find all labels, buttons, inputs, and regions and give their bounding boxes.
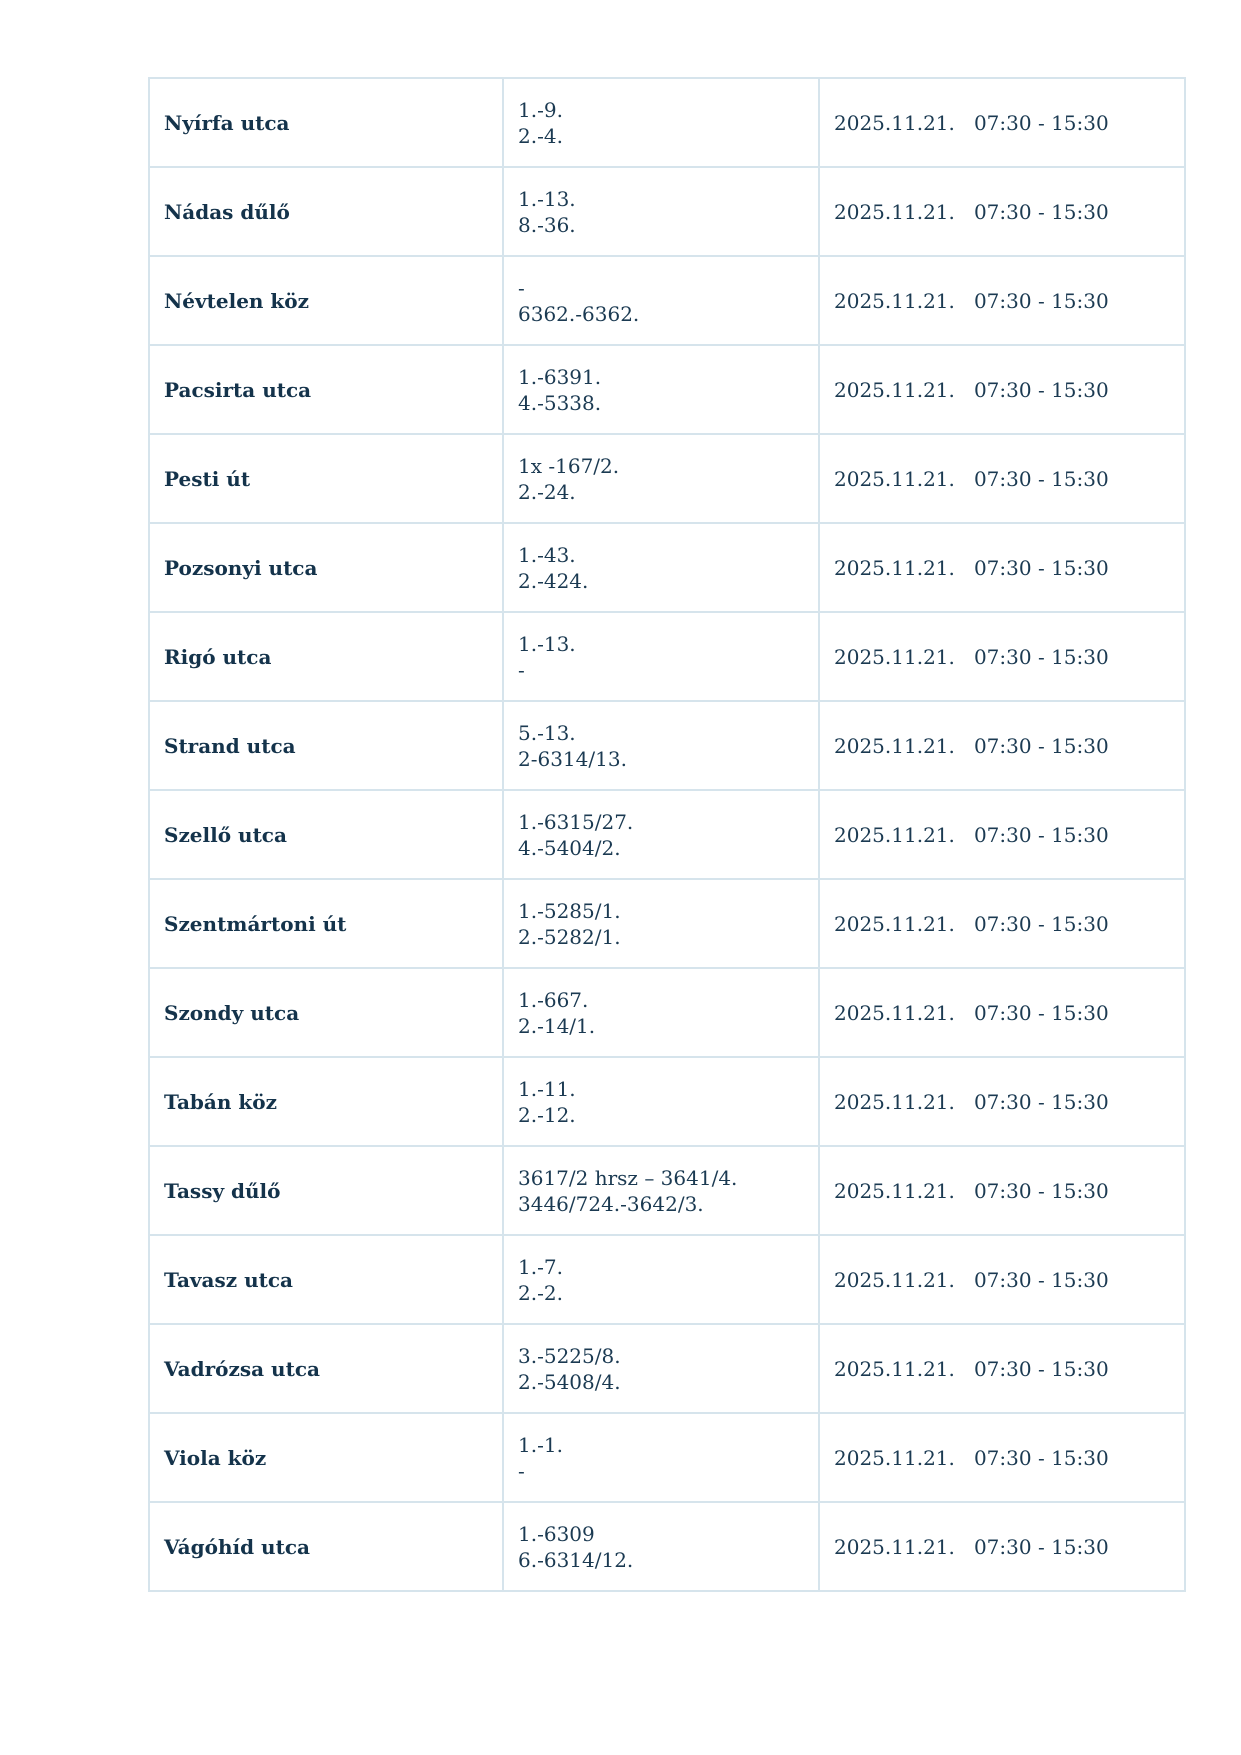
table-row [149, 78, 1185, 167]
table-row [149, 968, 1185, 1057]
outage-date: 2025.11.21. [834, 466, 955, 491]
odd-number-range: 1.-7. [518, 1254, 563, 1279]
outage-hours: 07:30 - 15:30 [973, 1267, 1109, 1292]
table-row [149, 1057, 1185, 1146]
even-number-range: - [518, 1458, 525, 1483]
outage-date: 2025.11.21. [834, 110, 955, 135]
odd-number-range: 1.-9. [518, 97, 563, 122]
outage-hours: 07:30 - 15:30 [973, 1089, 1109, 1114]
table-row [149, 1324, 1185, 1413]
schedule-rows [149, 78, 1185, 1591]
table-row [149, 1413, 1185, 1502]
even-number-range: 6.-6314/12. [518, 1547, 634, 1572]
house-number-range [503, 523, 819, 612]
street-name: Pozsonyi utca [149, 523, 503, 612]
house-number-range [503, 701, 819, 790]
outage-hours: 07:30 - 15:30 [973, 555, 1109, 580]
table-row [149, 1502, 1185, 1591]
house-number-range [503, 1146, 819, 1235]
table-row [149, 167, 1185, 256]
street-name: Pesti út [149, 434, 503, 523]
house-number-range [503, 167, 819, 256]
odd-number-range: 5.-13. [518, 720, 576, 745]
outage-date: 2025.11.21. [834, 1089, 955, 1114]
outage-date: 2025.11.21. [834, 1178, 955, 1203]
odd-number-range: 3617/2 hrsz – 3641/4. [518, 1165, 738, 1190]
outage-date: 2025.11.21. [834, 1356, 955, 1381]
house-number-range [503, 1413, 819, 1502]
outage-time [819, 612, 1185, 701]
outage-time [819, 78, 1185, 167]
odd-number-range: - [518, 275, 525, 300]
outage-hours: 07:30 - 15:30 [973, 466, 1109, 491]
house-number-range [503, 256, 819, 345]
street-name: Strand utca [149, 701, 503, 790]
even-number-range: 2.-424. [518, 568, 589, 593]
outage-time [819, 345, 1185, 434]
outage-date: 2025.11.21. [834, 199, 955, 224]
outage-hours: 07:30 - 15:30 [973, 644, 1109, 669]
outage-time [819, 1235, 1185, 1324]
table-row [149, 1146, 1185, 1235]
even-number-range: 2.-24. [518, 479, 576, 504]
odd-number-range: 1.-13. [518, 631, 576, 656]
house-number-range [503, 1324, 819, 1413]
odd-number-range: 1.-43. [518, 542, 576, 567]
outage-time [819, 167, 1185, 256]
table-row [149, 612, 1185, 701]
odd-number-range: 1.-5285/1. [518, 898, 621, 923]
house-number-range [503, 78, 819, 167]
outage-date: 2025.11.21. [834, 1000, 955, 1025]
outage-time [819, 1057, 1185, 1146]
even-number-range: 2.-14/1. [518, 1013, 596, 1038]
house-number-range [503, 968, 819, 1057]
outage-date: 2025.11.21. [834, 288, 955, 313]
street-name: Viola köz [149, 1413, 503, 1502]
table-row [149, 701, 1185, 790]
even-number-range: 2.-2. [518, 1280, 563, 1305]
outage-date: 2025.11.21. [834, 555, 955, 580]
house-number-range [503, 1057, 819, 1146]
outage-date: 2025.11.21. [834, 1267, 955, 1292]
even-number-range: 6362.-6362. [518, 301, 640, 326]
outage-hours: 07:30 - 15:30 [973, 911, 1109, 936]
table-row [149, 790, 1185, 879]
street-name: Nyírfa utca [149, 78, 503, 167]
odd-number-range: 1.-11. [518, 1076, 576, 1101]
street-name: Vadrózsa utca [149, 1324, 503, 1413]
street-name: Tabán köz [149, 1057, 503, 1146]
outage-date: 2025.11.21. [834, 1534, 955, 1559]
outage-hours: 07:30 - 15:30 [973, 1000, 1109, 1025]
outage-time [819, 1146, 1185, 1235]
even-number-range: 2-6314/13. [518, 746, 627, 771]
even-number-range: 2.-5282/1. [518, 924, 621, 949]
odd-number-range: 3.-5225/8. [518, 1343, 621, 1368]
odd-number-range: 1.-667. [518, 987, 589, 1012]
street-name: Pacsirta utca [149, 345, 503, 434]
outage-time [819, 1502, 1185, 1591]
even-number-range: 4.-5338. [518, 390, 602, 415]
outage-hours: 07:30 - 15:30 [973, 1356, 1109, 1381]
outage-hours: 07:30 - 15:30 [973, 199, 1109, 224]
house-number-range [503, 879, 819, 968]
street-name: Névtelen köz [149, 256, 503, 345]
table-row [149, 1235, 1185, 1324]
table-row [149, 345, 1185, 434]
house-number-range [503, 790, 819, 879]
even-number-range: 2.-12. [518, 1102, 576, 1127]
outage-time [819, 879, 1185, 968]
outage-date: 2025.11.21. [834, 911, 955, 936]
table-row [149, 434, 1185, 523]
outage-hours: 07:30 - 15:30 [973, 733, 1109, 758]
outage-time [819, 701, 1185, 790]
even-number-range: 2.-4. [518, 123, 563, 148]
even-number-range: - [518, 657, 525, 682]
house-number-range [503, 612, 819, 701]
outage-time [819, 968, 1185, 1057]
house-number-range [503, 345, 819, 434]
odd-number-range: 1.-6309 [518, 1521, 595, 1546]
odd-number-range: 1.-1. [518, 1432, 563, 1457]
outage-hours: 07:30 - 15:30 [973, 288, 1109, 313]
outage-date: 2025.11.21. [834, 733, 955, 758]
table-row [149, 256, 1185, 345]
even-number-range: 4.-5404/2. [518, 835, 621, 860]
house-number-range [503, 1502, 819, 1591]
outage-hours: 07:30 - 15:30 [973, 822, 1109, 847]
even-number-range: 8.-36. [518, 212, 576, 237]
outage-date: 2025.11.21. [834, 1445, 955, 1470]
house-number-range [503, 1235, 819, 1324]
outage-time [819, 1324, 1185, 1413]
table-row [149, 523, 1185, 612]
outage-hours: 07:30 - 15:30 [973, 1445, 1109, 1470]
outage-date: 2025.11.21. [834, 377, 955, 402]
outage-hours: 07:30 - 15:30 [973, 1178, 1109, 1203]
outage-time [819, 434, 1185, 523]
outage-time [819, 256, 1185, 345]
table-row [149, 879, 1185, 968]
street-name: Szentmártoni út [149, 879, 503, 968]
street-name: Tassy dűlő [149, 1146, 503, 1235]
street-name: Nádas dűlő [149, 167, 503, 256]
street-name: Tavasz utca [149, 1235, 503, 1324]
street-name: Szondy utca [149, 968, 503, 1057]
outage-hours: 07:30 - 15:30 [973, 1534, 1109, 1559]
street-name: Vágóhíd utca [149, 1502, 503, 1591]
outage-hours: 07:30 - 15:30 [973, 110, 1109, 135]
outage-date: 2025.11.21. [834, 822, 955, 847]
odd-number-range: 1x -167/2. [518, 453, 620, 478]
outage-time [819, 1413, 1185, 1502]
street-name: Szellő utca [149, 790, 503, 879]
outage-time [819, 523, 1185, 612]
outage-date: 2025.11.21. [834, 644, 955, 669]
odd-number-range: 1.-6391. [518, 364, 602, 389]
odd-number-range: 1.-6315/27. [518, 809, 634, 834]
outage-time [819, 790, 1185, 879]
schedule-table [148, 77, 1186, 1592]
even-number-range: 3446/724.-3642/3. [518, 1191, 704, 1216]
house-number-range [503, 434, 819, 523]
odd-number-range: 1.-13. [518, 186, 576, 211]
street-name: Rigó utca [149, 612, 503, 701]
even-number-range: 2.-5408/4. [518, 1369, 621, 1394]
outage-hours: 07:30 - 15:30 [973, 377, 1109, 402]
